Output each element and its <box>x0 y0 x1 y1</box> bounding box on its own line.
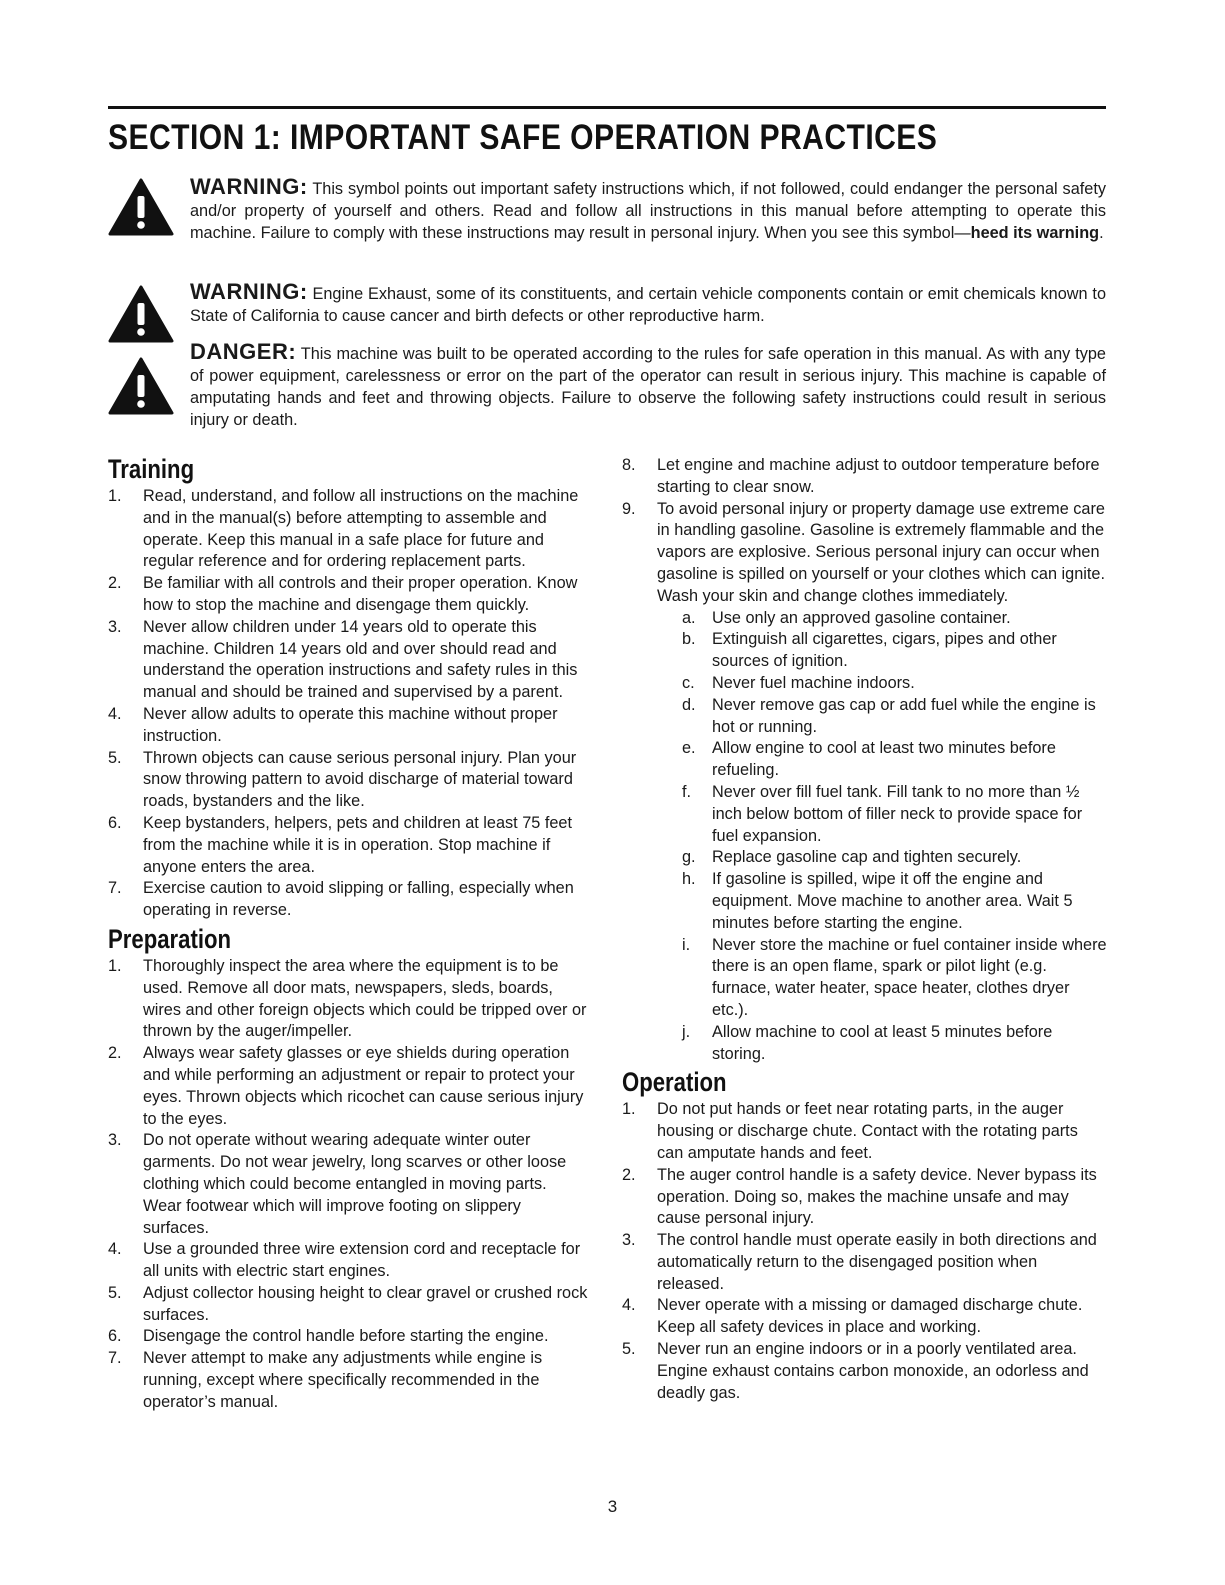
list-item: 3. The control handle must operate easily in both directions and automatically return to the disengaged position when released. <box>622 1231 1097 1293</box>
preparation-heading: Preparation <box>108 923 232 954</box>
list-item: 5. Adjust collector housing height to clear gravel or crushed rock surfaces. <box>108 1283 588 1324</box>
notice-text: WARNING: This symbol points out important safety instructions which, if not followed, could endanger the personal safety and/or property of yourself and others. Read and follow all instructions in this manual before attempting to operate this machine. Failure to comply with these instructions may result in personal injury. When you see this symbol—heed its warning. <box>190 174 1106 242</box>
list-item: 5. Never run an engine indoors or in a poorly ventilated area. Engine exhaust contains carbon monoxide, an odorless and deadly gas. <box>622 1340 1089 1402</box>
operation-heading: Operation <box>622 1067 727 1098</box>
sub-item: f. Never over fill fuel tank. Fill tank to no more than ½ inch below bottom of filler neck to provide space for fuel expansion. <box>682 782 1083 845</box>
warning-triangle-icon <box>108 178 174 236</box>
list-item: 1. Read, understand, and follow all instructions on the machine and in the manual(s) before attempting to assemble and operate. Keep this manual in a safe place for future and regular reference and for ordering replacement parts. <box>108 487 579 571</box>
list-item: 3. Never allow children under 14 years old to operate this machine. Children 14 years old and over should read and understand the operation instructions and safety rules in this manual and should be trained and supervised by a parent. <box>108 617 578 702</box>
sub-item: e. Allow engine to cool at least two minutes before refueling. <box>682 739 1056 780</box>
training-heading: Training <box>108 454 195 484</box>
list-item: 1. Thoroughly inspect the area where the equipment is to be used. Remove all door mats, newspapers, sleds, boards, wires and other foreign objects which could be tripped over or thrown by the auger/impeller. <box>108 956 587 1041</box>
notice-text <box>190 341 1106 431</box>
training-list <box>108 486 588 922</box>
notice-warning-symbol <box>108 176 1106 244</box>
sub-item: c. Never fuel machine indoors. <box>682 673 915 692</box>
operation-list <box>622 1099 1108 1404</box>
notice-label: WARNING: <box>190 279 308 304</box>
left-column <box>108 452 588 1414</box>
list-item: 3. Do not operate without wearing adequate winter outer garments. Do not wear jewelry, long scarves or other loose clothing which could become entangled in moving parts. Wear footwear which will improve footing on slippery surfaces. <box>108 1131 567 1237</box>
sub-item: j. Allow machine to cool at least 5 minutes before storing. <box>682 1022 1053 1063</box>
preparation-list <box>108 956 588 1414</box>
preparation-list-continued <box>622 455 1108 1065</box>
notice-body: Engine Exhaust, some of its constituents, and certain vehicle components contain or emit chemicals known to State of California to cause cancer and birth defects or other reproductive harm. <box>190 285 1106 325</box>
list-item: 7. Exercise caution to avoid slipping or falling, especially when operating in reverse. <box>108 879 574 920</box>
right-column <box>622 455 1108 1404</box>
sub-item: d. Never remove gas cap or add fuel while the engine is hot or running. <box>682 695 1096 736</box>
notice-body: This machine was built to be operated according to the rules for safe operation in this manual. As with any type of power equipment, carelessness or error on the part of the operator can result in serious injury. This machine is capable of amputating hands and feet and throwing objects. Failure to observe the following safety instructions could result in serious injury or death. <box>190 345 1106 429</box>
sub-item: g. Replace gasoline cap and tighten securely. <box>682 848 1022 867</box>
list-item: 6. Disengage the control handle before starting the engine. <box>108 1327 549 1346</box>
notice-emphasis: heed its warning <box>970 224 1100 242</box>
gasoline-sublist <box>657 608 1108 1066</box>
list-item: 1. Do not put hands or feet near rotating parts, in the auger housing or discharge chute. Contact with the rotating parts can amputate hands and feet. <box>622 1100 1078 1162</box>
list-item: 7. Never attempt to make any adjustments while engine is running, except where specifically recommended in the operator’s manual. <box>108 1349 543 1411</box>
notice-label: DANGER: <box>190 339 297 364</box>
list-item: 4. Never operate with a missing or damaged discharge chute. Keep all safety devices in place and working. <box>622 1296 1083 1337</box>
notice-label: WARNING: <box>190 174 308 199</box>
list-item: 2. Be familiar with all controls and their proper operation. Know how to stop the machine and disengage them quickly. <box>108 574 578 614</box>
list-item: 2. Always wear safety glasses or eye shields during operation and while performing an adjustment or repair to protect your eyes. Thrown objects which ricochet can cause serious injury to the eyes. <box>108 1044 584 1128</box>
sub-item: a. Use only an approved gasoline container. <box>682 608 1011 627</box>
list-item: 4. Use a grounded three wire extension cord and receptacle for all units with electric start engines. <box>108 1240 581 1281</box>
notice-text <box>190 281 1106 327</box>
page-number: 3 <box>607 1497 618 1516</box>
notice-danger <box>108 341 1106 431</box>
sub-item: b. Extinguish all cigarettes, cigars, pipes and other sources of ignition. <box>682 630 1057 671</box>
list-item: 5. Thrown objects can cause serious personal injury. Plan your snow throwing pattern to avoid discharge of material toward roads, bystanders and the like. <box>108 748 577 811</box>
list-item: 6. Keep bystanders, helpers, pets and children at least 75 feet from the machine while it is in operation. Stop machine if anyone enters the area. <box>108 813 573 876</box>
notice-body: This symbol points out important safety instructions which, if not followed, could endanger the personal safety and/or property of yourself and others. Read and follow all instructions in this manual before attempting to operate this machine. Failure to comply with these instructions may result in personal injury. When you see this symbol— <box>190 180 1106 242</box>
list-item: 4. Never allow adults to operate this machine without proper instruction. <box>108 704 558 745</box>
list-item: 9. To avoid personal injury or property damage use extreme care in handling gasoline. Gasoline is extremely flammable and the vapors are explosive. Serious personal injury can occur when gasoline is spilled on yourself or your clothes which can ignite. Wash your skin and change clothes immediately. a. Use only an approved gasoline container. b. Extinguish all cigarettes, cigars, pipes and other sources of ignition. c. Never fuel machine indoors. d. Never remove gas cap or add fuel while the engine is hot or running. e. Allow engine to cool at least two minutes before refueling. f. Never over fill fuel tank. Fill tank to no more than ½ inch below bottom of filler neck to provide space for fuel expansion. g. Replace gasoline cap and tighten securely. h. If gasoline is spilled, wipe it off the engine and equipment. Move machine to another area. Wait 5 minutes before starting the engine. i. Never store the machine or fuel container inside where there is an open flame, spark or pilot light (e.g. furnace, water heater, space heater, clothes dryer etc.). j. Allow machine to cool at least 5 minutes before storing. <box>622 499 1108 1066</box>
warning-triangle-icon <box>108 357 174 415</box>
sub-item: i. Never store the machine or fuel container inside where there is an open flame, spark or pilot light (e.g. furnace, water heater, space heater, clothes dryer etc.). <box>682 935 1107 1019</box>
list-item: 2. The auger control handle is a safety device. Never bypass its operation. Doing so, makes the machine unsafe and may cause personal injury. <box>622 1165 1097 1228</box>
warning-triangle-icon <box>108 285 174 343</box>
list-item: 8. Let engine and machine adjust to outdoor temperature before starting to clear snow. <box>622 456 1100 496</box>
section-title: SECTION 1: IMPORTANT SAFE OPERATION PRACTICES <box>108 118 938 157</box>
sub-item: h. If gasoline is spilled, wipe it off the engine and equipment. Move machine to another area. Wait 5 minutes before starting the engine. <box>682 870 1073 932</box>
section-rule <box>108 106 1106 109</box>
notice-warning-exhaust <box>108 281 1106 327</box>
